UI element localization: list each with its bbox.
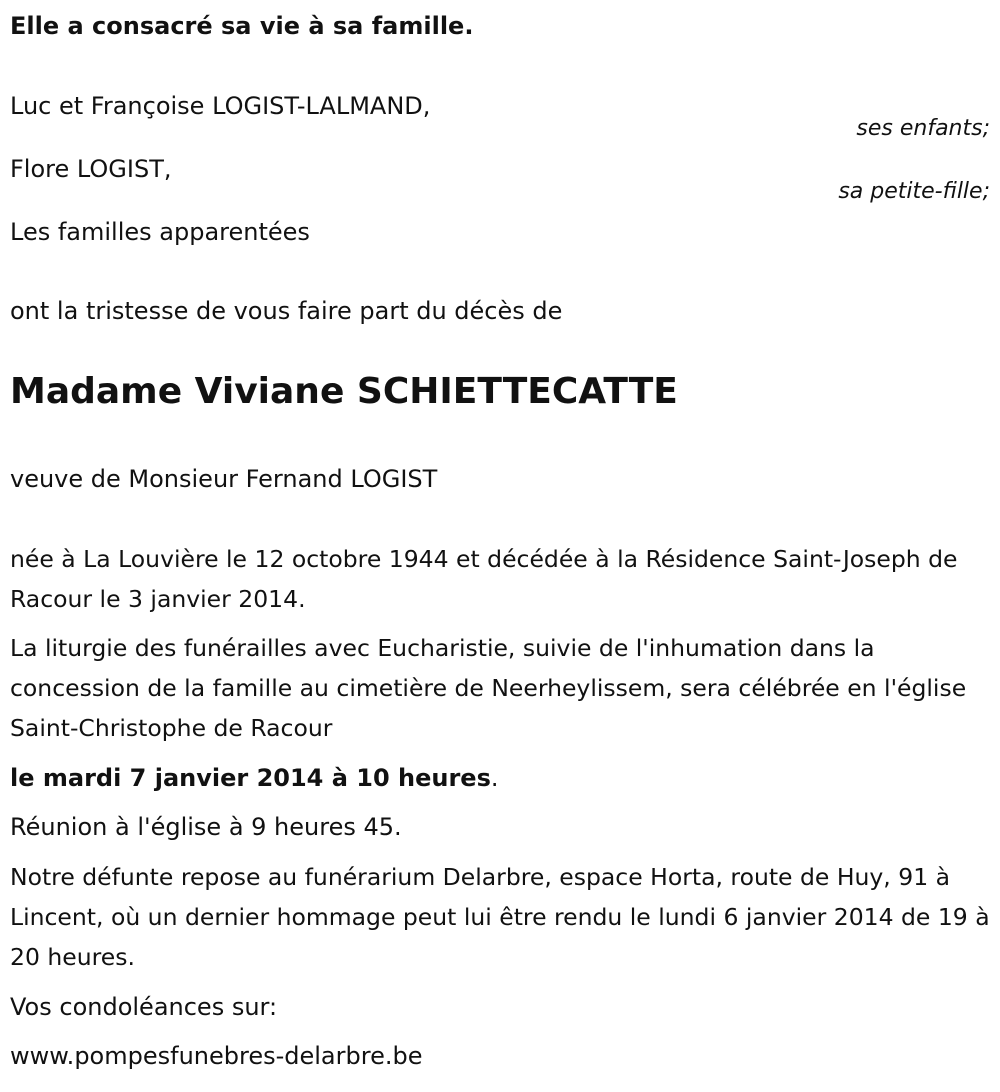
family-name-relatives: Les familles apparentées — [10, 218, 310, 246]
condolences-label: Vos condoléances sur: — [10, 993, 278, 1021]
announcement-line: ont la tristesse de vous faire part du décès de — [10, 297, 563, 325]
deceased-name: Madame Viviane SCHIETTECATTE — [10, 371, 678, 412]
widow-of-line: veuve de Monsieur Fernand LOGIST — [10, 465, 438, 493]
family-name-children: Luc et Françoise LOGIST-LALMAND, — [10, 92, 431, 120]
family-relation-children: ses enfants; — [856, 116, 990, 141]
service-datetime: le mardi 7 janvier 2014 à 10 heures — [10, 764, 491, 792]
viewing-paragraph: Notre défunte repose au funérarium Delarbre, espace Horta, route de Huy, 91 à Lincent, où un dernier hommage peut lui être rendu le lundi 6 janvier 2014 de 19 à 20 heures. — [10, 863, 990, 971]
service-datetime-line — [10, 758, 499, 798]
service-datetime-suffix: . — [490, 764, 499, 792]
opening-line: Elle a consacré sa vie à sa famille. — [10, 12, 474, 40]
birth-death-paragraph: née à La Louvière le 12 octobre 1944 et décédée à la Résidence Saint-Joseph de Racour le 3 janvier 2014. — [10, 545, 958, 613]
family-name-granddaughter: Flore LOGIST, — [10, 155, 172, 183]
website-link[interactable]: www.pompesfunebres-delarbre.be — [10, 1042, 423, 1070]
meeting-line: Réunion à l'église à 9 heures 45. — [10, 813, 402, 841]
liturgy-paragraph: La liturgie des funérailles avec Eucharistie, suivie de l'inhumation dans la concession de la famille au cimetière de Neerheylissem, sera célébrée en l'église Saint-Christophe de Racour — [10, 634, 967, 742]
family-relation-granddaughter: sa petite-fille; — [838, 179, 990, 204]
